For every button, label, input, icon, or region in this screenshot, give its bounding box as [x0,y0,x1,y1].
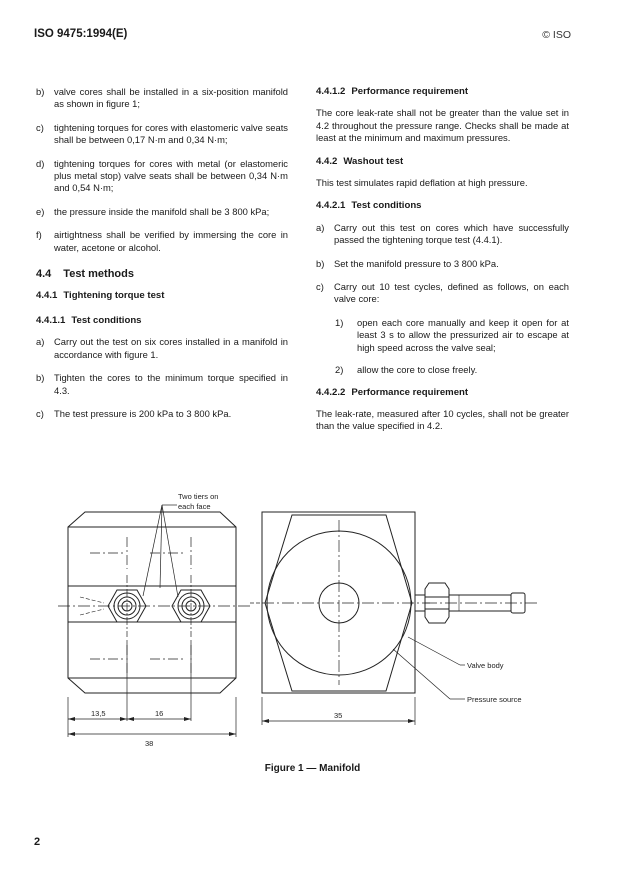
section-heading-4-4 [36,268,288,280]
right-column [316,86,569,444]
item-text: Carry out the test on six cores installed in a manifold in accordance with figure 1. [54,336,288,360]
side-leader-lines [393,637,465,699]
item-label: a) [36,336,45,348]
header-standard: ISO 9475:1994(E) [34,28,128,40]
section-title: Performance requirement [351,386,469,398]
figure-caption: Figure 1 — Manifold [264,763,361,774]
list-item [36,372,288,397]
list-item [316,258,569,270]
dimension-16: 16 [155,709,164,718]
section-title: Test methods [63,268,134,281]
dimension-35: 35 [334,711,343,720]
item-text: tightening torques for cores with elastomeric valve seats shall be between 0,17 N·m and 0,34 N·m; [54,121,288,146]
section-title: Test conditions [71,314,142,326]
item-label: b) [36,86,45,97]
front-view [58,512,250,693]
section-heading-4-4-1 [36,290,288,302]
label-pressure-source: Pressure source [467,695,522,704]
cycle-step [335,364,569,376]
item-text: tightening torques for cores with metal (or elastomeric plus metal stop) valve seats shall be between 0,34 N·m and 0,54 N·m; [54,157,288,194]
cycle-step [335,317,569,354]
list-item [36,122,288,147]
item-text: valve cores shall be installed in a six-position manifold as shown in figure 1; [54,86,288,110]
section-title: Washout test [343,155,404,167]
item-label: c) [316,281,324,293]
list-item [36,86,288,111]
manifold-drawing [0,485,625,755]
item-text: The test pressure is 200 kPa to 3 800 kPa. [54,407,232,419]
item-label: b) [316,257,325,269]
item-label: c) [36,407,44,419]
washout-paragraph: This test simulates rapid deflation at high pressure. [316,177,528,189]
section-title: Performance requirement [351,86,469,97]
section-number: 4.4.1.2 [316,86,346,97]
list-item [316,281,569,306]
step-text: open each core manually and keep it open for at least 3 s to allow the pressurized air to escape at high speed across the valve seal; [357,316,569,353]
item-label: d) [36,157,45,169]
list-item [36,229,288,254]
section-number: 4.4.1 [36,290,58,302]
label-tiers-line2: each face [178,502,211,511]
dimension-lines [68,640,415,737]
dimension-13-5: 13,5 [91,709,106,718]
item-label: b) [36,372,45,384]
section-heading-4-4-2-1 [316,200,569,212]
section-heading-4-4-2-2 [316,387,569,399]
tiers-leader-lines [143,505,178,597]
dimension-38: 38 [145,739,154,748]
section-title: Test conditions [351,200,422,212]
item-text: airtightness shall be verified by immersing the core in water, acetone or alcohol. [54,229,288,253]
item-label: a) [316,221,325,233]
item-text: Carry out this test on cores which have successfully passed the tightening torque test (4.4.1). [334,221,569,246]
left-column [36,86,288,431]
section-number: 4.4 [36,268,52,281]
dimension-arrows [68,717,415,736]
item-text: the pressure inside the manifold shall be 3 800 kPa; [54,205,270,217]
list-item [36,158,288,195]
item-label: c) [36,121,44,133]
section-title: Tightening torque test [63,290,165,302]
section-heading-4-4-1-1 [36,315,288,327]
item-text: Tighten the cores to the minimum torque specified in 4.3. [54,372,288,396]
step-label: 1) [335,316,344,328]
page-number: 2 [34,836,41,848]
washout-performance-paragraph: The leak-rate, measured after 10 cycles, shall not be greater than the value specified in 4.2. [316,407,569,432]
item-text: Carry out 10 test cycles, defined as follows, on each valve core: [334,281,569,305]
list-item [36,206,288,218]
label-valve-body: Valve body [467,661,504,670]
item-label: f) [36,229,42,241]
section-heading-4-4-2 [316,156,569,168]
section-number: 4.4.2 [316,155,338,167]
header-publisher: © ISO [542,29,571,41]
item-text: Set the manifold pressure to 3 800 kPa. [334,257,499,269]
list-item [316,222,569,247]
item-label: e) [36,205,45,217]
list-item [36,408,288,420]
label-tiers-line1: Two tiers on [178,492,219,501]
section-heading-4-4-1-2 [316,86,569,98]
step-label: 2) [335,364,344,376]
step-text: allow the core to close freely. [357,364,478,376]
performance-paragraph: The core leak-rate shall not be greater than the value set in 4.2 throughout the pressure range. Checks shall be made at least at the minimum and maximum pressures. [316,107,569,144]
section-number: 4.4.1.1 [36,314,66,326]
section-number: 4.4.2.2 [316,386,346,398]
section-number: 4.4.2.1 [316,200,346,212]
list-item [36,336,288,361]
